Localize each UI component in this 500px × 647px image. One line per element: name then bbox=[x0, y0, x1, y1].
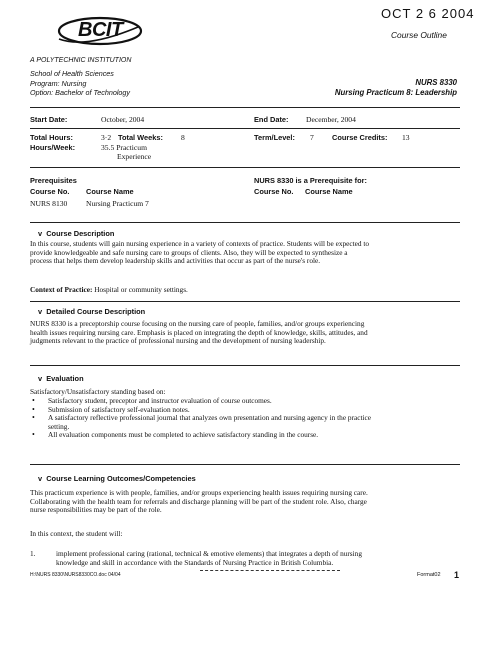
prereq-row-no: NURS 8130 bbox=[30, 199, 68, 208]
list-item: • Satisfactory student, preceptor and instructor evaluation of course outcomes. bbox=[30, 397, 470, 406]
outcomes-title: v Course Learning Outcomes/Competencies bbox=[38, 474, 196, 483]
evaluation-intro: Satisfactory/Unsatisfactory standing based on: bbox=[30, 387, 166, 396]
prereq-col-name: Course Name bbox=[86, 187, 134, 196]
section-arrow-icon: v bbox=[38, 374, 47, 383]
prereq-for-col-no: Course No. bbox=[254, 187, 294, 196]
logo-text: BCIT bbox=[78, 19, 123, 41]
page-number: 1 bbox=[454, 570, 460, 580]
outcome-item-text: implement professional caring (rational, technical & emotive elements) that integrates a depth of nursing knowledge and skill in accordance with the Standards of Nursing Practice in British Columbia. bbox=[56, 549, 362, 567]
prereq-row-name: Nursing Practicum 7 bbox=[86, 199, 149, 208]
outcome-item-number: 1. bbox=[30, 549, 36, 558]
course-code: NURS 8330 bbox=[415, 78, 457, 87]
start-date-label: Start Date: bbox=[30, 115, 68, 124]
prerequisites-title: Prerequisites bbox=[30, 176, 77, 185]
school-name: School of Health Sciences bbox=[30, 69, 114, 78]
course-description-text: In this course, students will gain nursing experience in a variety of contexts of practice. Students will be expected to provide knowledgeable and safe nursing care to groups of clients. Also, they will be expected to synthesize a process that helps them develop leadership skills and activities that occur as part of the nurse's role. bbox=[30, 239, 370, 266]
context-of-practice: Context of Practice: Hospital or community settings. bbox=[30, 285, 188, 294]
evaluation-rule bbox=[30, 464, 460, 465]
course-title: Nursing Practicum 8: Leadership bbox=[334, 88, 457, 97]
total-hours-label: Total Hours: bbox=[30, 133, 73, 142]
hours-week-value-cont: Experience bbox=[117, 152, 152, 161]
tagline: A POLYTECHNIC INSTITUTION bbox=[30, 57, 132, 64]
end-date-value: December, 2004 bbox=[306, 115, 356, 124]
prereq-for-col-name: Course Name bbox=[305, 187, 353, 196]
evaluation-title: v Evaluation bbox=[38, 374, 84, 383]
detailed-description-title: v Detailed Course Description bbox=[38, 307, 146, 316]
info-rule-2 bbox=[30, 167, 460, 168]
section-arrow-icon: v bbox=[38, 229, 47, 238]
start-date-value: October, 2004 bbox=[101, 115, 145, 124]
course-description-title: v Course Description bbox=[38, 229, 115, 238]
total-hours-value: 3·2 bbox=[101, 133, 112, 142]
option-name: Option: Bachelor of Technology bbox=[30, 88, 131, 97]
course-credits-value: 13 bbox=[402, 133, 410, 142]
course-credits-label: Course Credits: bbox=[332, 133, 388, 142]
term-level-value: 7 bbox=[310, 133, 314, 142]
prereq-col-no: Course No. bbox=[30, 187, 70, 196]
footer-file-path: H:\NURS 8330\NURS8330CO.doc 04/04 bbox=[30, 572, 121, 578]
doc-type: Course Outline bbox=[391, 30, 447, 40]
bcit-logo bbox=[56, 13, 148, 49]
received-stamp: OCT 2 6 2004 bbox=[381, 6, 475, 21]
footer-form: Format02 bbox=[417, 572, 441, 578]
term-level-label: Term/Level: bbox=[254, 133, 295, 142]
list-item: • A satisfactory reflective professional journal that analyzes own presentation and nursing agency in the practice setting. bbox=[30, 414, 470, 431]
detailed-description-text: NURS 8330 is a preceptorship course focusing on the nursing care of people, families, and/or groups experiencing health issues requiring nursing care. Emphasis is placed on integrating the depth of knowledge, skills, attitudes, and judgments relevant to the practice of professional nursing and the development of nursing leadership. bbox=[30, 319, 368, 346]
list-item: • All evaluation components must be completed to achieve satisfactory standing in the course. bbox=[30, 431, 470, 440]
section-arrow-icon: v bbox=[38, 307, 47, 316]
header-rule bbox=[30, 107, 460, 108]
total-weeks-value: 8 bbox=[181, 133, 185, 142]
description-rule bbox=[30, 301, 460, 302]
prereq-rule bbox=[30, 222, 460, 223]
outcomes-context: In this context, the student will: bbox=[30, 529, 123, 538]
footer-rule bbox=[200, 570, 340, 571]
detailed-rule bbox=[30, 365, 460, 366]
prereq-for-title: NURS 8330 is a Prerequisite for: bbox=[254, 176, 367, 185]
info-rule bbox=[30, 128, 460, 129]
hours-week-label: Hours/Week: bbox=[30, 143, 76, 152]
program-name: Program: Nursing bbox=[30, 79, 87, 88]
hours-week-value: 35.5 Practicum bbox=[101, 143, 147, 152]
outcomes-text: This practicum experience is with people, families, and/or groups experiencing health issues requiring nursing care. Collaborating with the health team for referrals and discharge planning will be part of the student role. Also, charge nurse responsibilities may be part of the role. bbox=[30, 488, 368, 515]
total-weeks-label: Total Weeks: bbox=[118, 133, 163, 142]
list-item: • Submission of satisfactory self-evaluation notes. bbox=[30, 406, 470, 415]
evaluation-list bbox=[30, 397, 470, 440]
section-arrow-icon: v bbox=[38, 474, 47, 483]
end-date-label: End Date: bbox=[254, 115, 289, 124]
